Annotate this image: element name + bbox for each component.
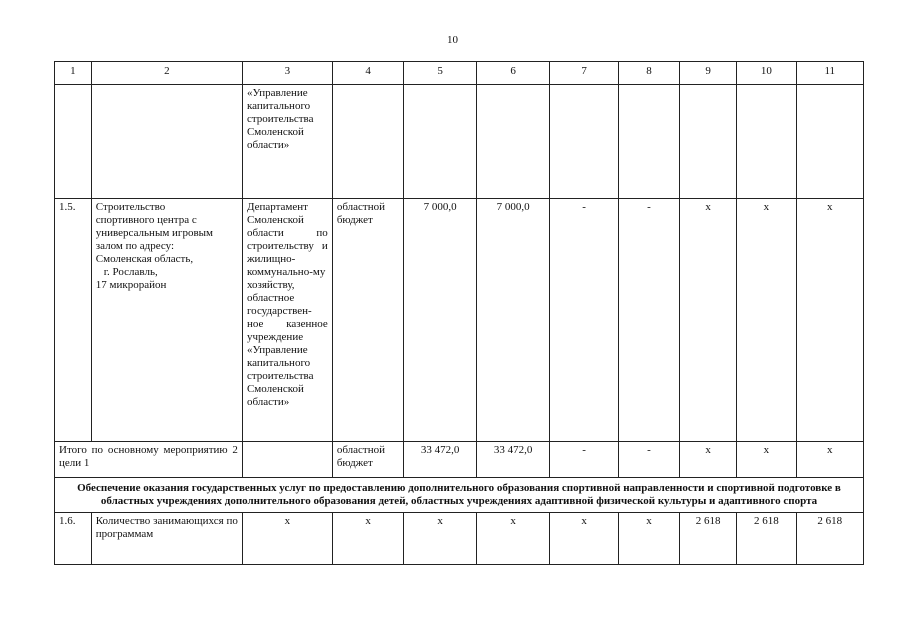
section-header-row: [55, 478, 864, 513]
indicator-name-cell: Количество занимающихся по программам: [91, 513, 242, 565]
value-cell: х: [796, 199, 864, 442]
value-cell: х: [737, 442, 796, 478]
value-cell: х: [680, 442, 737, 478]
total-label: Итого по основному мероприятию 2 цели 1: [55, 442, 243, 478]
value-cell: 33 472,0: [476, 442, 550, 478]
value-cell: -: [618, 199, 679, 442]
value-cell: х: [796, 442, 864, 478]
value-cell: 7 000,0: [404, 199, 477, 442]
header-cell: 9: [680, 62, 737, 85]
header-cell: 1: [55, 62, 92, 85]
value-cell: х: [737, 199, 796, 442]
value-cell: -: [550, 442, 618, 478]
table-cell: [242, 442, 332, 478]
table-cell: [737, 85, 796, 199]
table-cell: [332, 85, 404, 199]
value-cell: -: [618, 442, 679, 478]
value-cell: -: [550, 199, 618, 442]
event-name-line: 17 микрорайон: [95, 279, 167, 291]
value-cell: х: [476, 513, 550, 565]
header-cell: 5: [404, 62, 477, 85]
value-cell: х: [242, 513, 332, 565]
responsible-cell: «Управление капитального строительства Смоленской области»: [242, 85, 332, 199]
table-row-1-6: [55, 513, 864, 565]
table-row-continuation: [55, 85, 864, 199]
event-name-line: Строительство: [95, 201, 166, 213]
value-cell: 2 618: [680, 513, 737, 565]
header-cell: 10: [737, 62, 796, 85]
value-cell: 2 618: [796, 513, 864, 565]
value-cell: 33 472,0: [404, 442, 477, 478]
section-title: Обеспечение оказания государственных услуг по предоставлению дополнительного образования спортивной направленности и спортивной подготовке в областных учреждениях дополнительного образования детей, областных учреждениях адаптивной физической культуры и адаптивного спорта: [55, 478, 864, 513]
value-cell: х: [680, 199, 737, 442]
table-cell: [476, 85, 550, 199]
table-cell: [796, 85, 864, 199]
header-cell: 11: [796, 62, 864, 85]
table-cell: [618, 85, 679, 199]
value-cell: х: [332, 513, 404, 565]
table-row-total: [55, 442, 864, 478]
table-cell: [91, 85, 242, 199]
funding-source-cell: областной бюджет: [332, 199, 404, 442]
value-cell: х: [550, 513, 618, 565]
program-table: [54, 61, 864, 565]
table-cell: [680, 85, 737, 199]
value-cell: х: [618, 513, 679, 565]
page-number: 10: [447, 34, 458, 46]
header-cell: 7: [550, 62, 618, 85]
event-name-line: спортивного центра с: [95, 214, 197, 226]
event-name-line: залом по адресу:: [95, 240, 175, 252]
table-cell: [550, 85, 618, 199]
funding-source-cell: областной бюджет: [332, 442, 404, 478]
header-cell: 3: [242, 62, 332, 85]
header-cell: 8: [618, 62, 679, 85]
row-number: 1.6.: [55, 513, 92, 565]
responsible-cell: Департамент Смоленской области по строительству и жилищно-коммунально-му хозяйству, областное государствен-ное казенное учреждение «Управление капитального строительства Смоленской области»: [242, 199, 332, 442]
header-cell: 4: [332, 62, 404, 85]
value-cell: х: [404, 513, 477, 565]
event-name-line: г. Рославль,: [103, 266, 158, 278]
header-row: [55, 62, 864, 85]
event-name-line: универсальным игровым: [95, 227, 213, 239]
event-name-line: Смоленская область,: [95, 253, 194, 265]
table-cell: [404, 85, 477, 199]
row-number: 1.5.: [55, 199, 92, 442]
value-cell: 7 000,0: [476, 199, 550, 442]
header-cell: 6: [476, 62, 550, 85]
table-cell: [55, 85, 92, 199]
value-cell: 2 618: [737, 513, 796, 565]
header-cell: 2: [91, 62, 242, 85]
event-name-cell: [91, 199, 242, 442]
table-row-1-5: [55, 199, 864, 442]
